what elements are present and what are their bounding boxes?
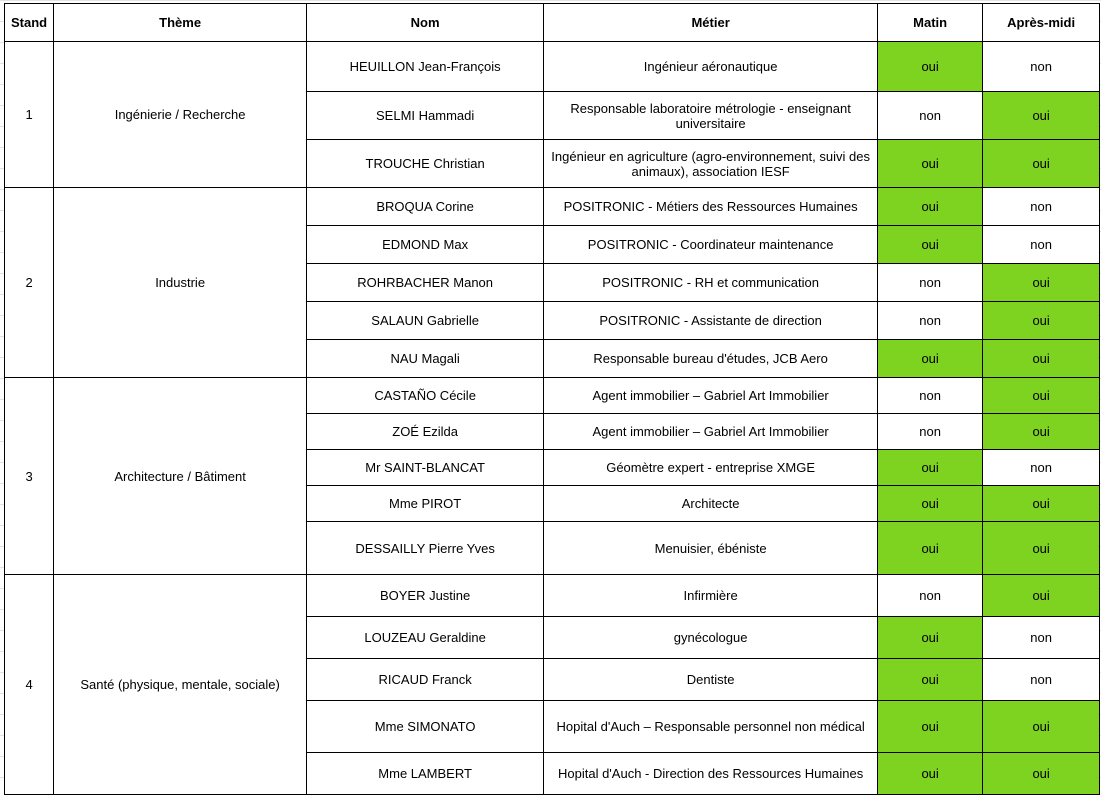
- apres-midi-cell[interactable]: oui: [983, 378, 1100, 414]
- metier-cell[interactable]: gynécologue: [544, 617, 878, 659]
- metier-cell[interactable]: Architecte: [544, 486, 878, 522]
- matin-cell[interactable]: non: [878, 302, 983, 340]
- nom-cell[interactable]: TROUCHE Christian: [307, 140, 544, 188]
- nom-cell[interactable]: ROHRBACHER Manon: [307, 264, 544, 302]
- apres-midi-cell[interactable]: non: [983, 450, 1100, 486]
- apres-midi-cell[interactable]: non: [983, 659, 1100, 701]
- metier-cell[interactable]: Agent immobilier – Gabriel Art Immobilier: [544, 378, 878, 414]
- apres-midi-cell[interactable]: oui: [983, 302, 1100, 340]
- metier-cell[interactable]: Hopital d'Auch - Direction des Ressources Humaines: [544, 753, 878, 795]
- apres-midi-cell[interactable]: oui: [983, 92, 1100, 140]
- nom-cell[interactable]: BOYER Justine: [307, 575, 544, 617]
- nom-cell[interactable]: HEUILLON Jean-François: [307, 42, 544, 92]
- nom-cell[interactable]: LOUZEAU Geraldine: [307, 617, 544, 659]
- stand-cell[interactable]: 2: [5, 188, 54, 378]
- matin-cell[interactable]: oui: [878, 522, 983, 575]
- matin-cell[interactable]: oui: [878, 701, 983, 753]
- apres-midi-cell[interactable]: oui: [983, 264, 1100, 302]
- theme-cell[interactable]: Industrie: [54, 188, 307, 378]
- nom-cell[interactable]: SELMI Hammadi: [307, 92, 544, 140]
- apres-midi-cell[interactable]: oui: [983, 140, 1100, 188]
- apres-midi-cell[interactable]: non: [983, 617, 1100, 659]
- metier-cell[interactable]: Hopital d'Auch – Responsable personnel non médical: [544, 701, 878, 753]
- matin-cell[interactable]: oui: [878, 486, 983, 522]
- theme-cell[interactable]: Ingénierie / Recherche: [54, 42, 307, 188]
- matin-cell[interactable]: oui: [878, 140, 983, 188]
- matin-cell[interactable]: non: [878, 414, 983, 450]
- header-metier[interactable]: Métier: [544, 4, 878, 42]
- header-nom[interactable]: Nom: [307, 4, 544, 42]
- apres-midi-cell[interactable]: oui: [983, 522, 1100, 575]
- apres-midi-cell[interactable]: oui: [983, 701, 1100, 753]
- nom-cell[interactable]: DESSAILLY Pierre Yves: [307, 522, 544, 575]
- apres-midi-cell[interactable]: oui: [983, 753, 1100, 795]
- metier-cell[interactable]: Responsable laboratoire métrologie - enseignant universitaire: [544, 92, 878, 140]
- header-row: [5, 4, 1100, 42]
- metier-cell[interactable]: Agent immobilier – Gabriel Art Immobilier: [544, 414, 878, 450]
- apres-midi-cell[interactable]: non: [983, 42, 1100, 92]
- nom-cell[interactable]: Mme SIMONATO: [307, 701, 544, 753]
- matin-cell[interactable]: non: [878, 575, 983, 617]
- matin-cell[interactable]: oui: [878, 617, 983, 659]
- apres-midi-cell[interactable]: oui: [983, 414, 1100, 450]
- metier-cell[interactable]: Infirmière: [544, 575, 878, 617]
- nom-cell[interactable]: ZOÉ Ezilda: [307, 414, 544, 450]
- metier-cell[interactable]: POSITRONIC - RH et communication: [544, 264, 878, 302]
- nom-cell[interactable]: Mme PIROT: [307, 486, 544, 522]
- matin-cell[interactable]: oui: [878, 226, 983, 264]
- stand-cell[interactable]: 3: [5, 378, 54, 575]
- metier-cell[interactable]: Ingénieur en agriculture (agro-environnement, suivi des animaux), association IESF: [544, 140, 878, 188]
- table-row: [5, 188, 1100, 226]
- metier-cell[interactable]: Géomètre expert - entreprise XMGE: [544, 450, 878, 486]
- metier-cell[interactable]: Ingénieur aéronautique: [544, 42, 878, 92]
- theme-cell[interactable]: Architecture / Bâtiment: [54, 378, 307, 575]
- header-matin[interactable]: Matin: [878, 4, 983, 42]
- stand-cell[interactable]: 4: [5, 575, 54, 795]
- metier-cell[interactable]: Dentiste: [544, 659, 878, 701]
- matin-cell[interactable]: oui: [878, 450, 983, 486]
- metier-cell[interactable]: POSITRONIC - Métiers des Ressources Humaines: [544, 188, 878, 226]
- matin-cell[interactable]: non: [878, 378, 983, 414]
- matin-cell[interactable]: non: [878, 92, 983, 140]
- stand-cell[interactable]: 1: [5, 42, 54, 188]
- apres-midi-cell[interactable]: oui: [983, 486, 1100, 522]
- header-apres-midi[interactable]: Après-midi: [983, 4, 1100, 42]
- matin-cell[interactable]: oui: [878, 340, 983, 378]
- nom-cell[interactable]: BROQUA Corine: [307, 188, 544, 226]
- matin-cell[interactable]: oui: [878, 188, 983, 226]
- table-row: [5, 42, 1100, 92]
- nom-cell[interactable]: Mr SAINT-BLANCAT: [307, 450, 544, 486]
- nom-cell[interactable]: CASTAÑO Cécile: [307, 378, 544, 414]
- metier-cell[interactable]: Responsable bureau d'études, JCB Aero: [544, 340, 878, 378]
- matin-cell[interactable]: non: [878, 264, 983, 302]
- table-row: [5, 575, 1100, 617]
- theme-cell[interactable]: Santé (physique, mentale, sociale): [54, 575, 307, 795]
- metier-cell[interactable]: POSITRONIC - Coordinateur maintenance: [544, 226, 878, 264]
- nom-cell[interactable]: RICAUD Franck: [307, 659, 544, 701]
- header-stand[interactable]: Stand: [5, 4, 54, 42]
- apres-midi-cell[interactable]: non: [983, 226, 1100, 264]
- apres-midi-cell[interactable]: non: [983, 188, 1100, 226]
- nom-cell[interactable]: SALAUN Gabrielle: [307, 302, 544, 340]
- apres-midi-cell[interactable]: oui: [983, 575, 1100, 617]
- metier-cell[interactable]: POSITRONIC - Assistante de direction: [544, 302, 878, 340]
- matin-cell[interactable]: oui: [878, 753, 983, 795]
- nom-cell[interactable]: EDMOND Max: [307, 226, 544, 264]
- nom-cell[interactable]: Mme LAMBERT: [307, 753, 544, 795]
- header-theme[interactable]: Thème: [54, 4, 307, 42]
- nom-cell[interactable]: NAU Magali: [307, 340, 544, 378]
- table-row: [5, 378, 1100, 414]
- metier-cell[interactable]: Menuisier, ébéniste: [544, 522, 878, 575]
- stands-table: [4, 3, 1100, 795]
- matin-cell[interactable]: oui: [878, 42, 983, 92]
- matin-cell[interactable]: oui: [878, 659, 983, 701]
- apres-midi-cell[interactable]: oui: [983, 340, 1100, 378]
